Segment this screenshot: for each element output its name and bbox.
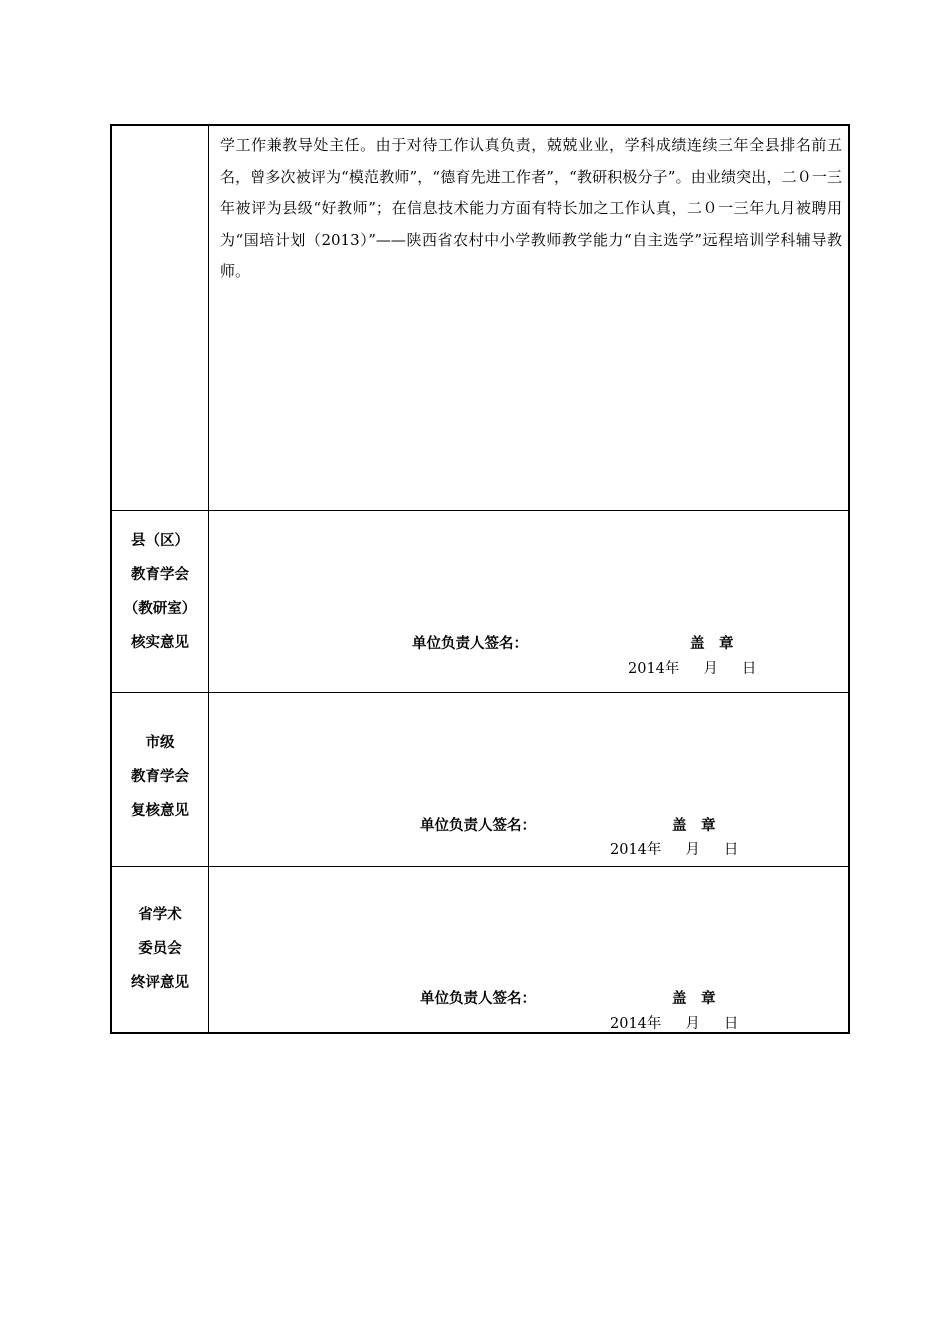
province-date xyxy=(610,1012,738,1033)
label-line: 教育学会 xyxy=(131,769,189,785)
label-line: 复核意见 xyxy=(131,803,189,819)
date-year: 2014年 xyxy=(610,842,662,858)
date-day: 日 xyxy=(741,661,757,677)
label-line: （教研室） xyxy=(123,601,197,617)
date-day: 日 xyxy=(723,1016,739,1032)
city-seal-label: 盖 章 xyxy=(672,818,716,834)
label-line: 委员会 xyxy=(138,941,182,957)
province-signature-label: 单位负责人签名： xyxy=(420,991,536,1007)
province-seal-label: 盖 章 xyxy=(672,991,716,1007)
date-month: 月 xyxy=(703,661,718,677)
county-signature-label: 单位负责人签名： xyxy=(412,636,528,652)
province-review-label xyxy=(112,898,208,1000)
row-divider xyxy=(112,692,848,693)
date-year: 2014年 xyxy=(628,661,680,677)
date-day: 日 xyxy=(723,842,739,858)
county-seal-label: 盖 章 xyxy=(690,636,734,652)
evaluation-form-table xyxy=(110,124,850,1034)
date-year: 2014年 xyxy=(610,1016,662,1032)
row-divider xyxy=(112,510,848,511)
city-date xyxy=(610,838,738,859)
label-line: 终评意见 xyxy=(131,975,189,991)
label-line: 核实意见 xyxy=(131,635,189,651)
column-divider xyxy=(208,126,209,1032)
date-month: 月 xyxy=(685,1016,700,1032)
city-signature-label: 单位负责人签名： xyxy=(420,818,536,834)
label-line: 县（区） xyxy=(131,533,189,549)
city-review-label xyxy=(112,726,208,828)
date-month: 月 xyxy=(685,842,700,858)
row-divider xyxy=(112,866,848,867)
label-line: 省学术 xyxy=(138,907,182,923)
county-review-label xyxy=(112,524,208,660)
recommendation-text: 学工作兼教导处主任。由于对待工作认真负责，兢兢业业，学科成绩连续三年全县排名前五名，曾多次被评为“模范教师”，“德育先进工作者”，“教研积极分子”。由业绩突出，二０一三年被评为县级“好教师”；在信息技术能力方面有特长加之工作认真，二０一三年九月被聘用为“国培计划（2013）”——陕西省农村中小学教师教学能力“自主选学”远程培训学科辅导教师。 xyxy=(220,136,842,280)
label-line: 教育学会 xyxy=(131,567,189,583)
label-line: 市级 xyxy=(145,735,175,751)
county-date xyxy=(628,657,756,678)
